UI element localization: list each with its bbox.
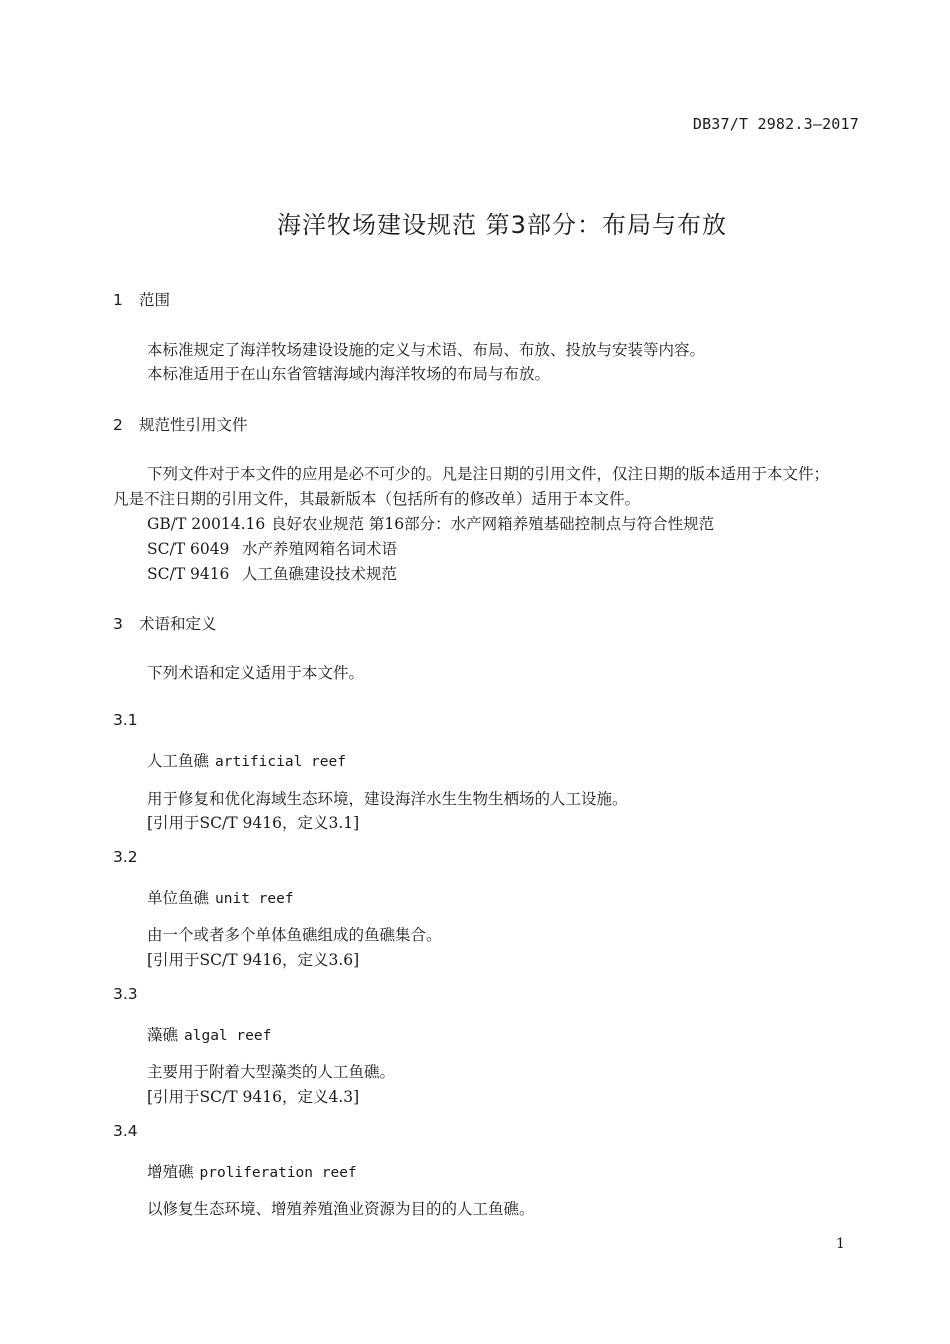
paragraph: 下列术语和定义适用于本文件。	[147, 664, 365, 682]
term-english: proliferation reef	[199, 1165, 357, 1181]
reference-item	[147, 512, 714, 534]
term-heading	[147, 1023, 271, 1045]
term-chinese: 藻礁	[147, 1026, 179, 1044]
term-definition: 以修复生态环境、增殖养殖渔业资源为目的的人工鱼礁。	[147, 1200, 535, 1218]
section-number: 3	[113, 615, 123, 633]
page-title: 海洋牧场建设规范 第3部分：布局与布放	[277, 211, 727, 239]
paragraph: 本标准规定了海洋牧场建设设施的定义与术语、布局、布放、投放与安装等内容。	[147, 341, 706, 359]
term-definition: 用于修复和优化海域生态环境，建设海洋水生生物生栖场的人工设施。	[147, 790, 628, 808]
reference-code: GB/T 20014.16	[147, 515, 266, 533]
section-title: 范围	[139, 291, 171, 309]
term-chinese: 增殖礁	[147, 1163, 194, 1181]
term-heading	[147, 886, 294, 908]
term-source: [引用于SC/T 9416，定义4.3]	[147, 1088, 360, 1106]
term-english: unit reef	[215, 891, 294, 907]
section-2-heading	[113, 413, 248, 435]
reference-title: 良好农业规范 第16部分：水产网箱养殖基础控制点与符合性规范	[271, 515, 715, 533]
term-english: algal reef	[184, 1028, 272, 1044]
section-title: 规范性引用文件	[139, 416, 248, 434]
term-chinese: 人工鱼礁	[147, 752, 210, 770]
term-definition: 由一个或者多个单体鱼礁组成的鱼礁集合。	[147, 926, 442, 944]
term-source: [引用于SC/T 9416，定义3.1]	[147, 814, 360, 832]
term-heading	[147, 749, 346, 771]
section-3-heading	[113, 612, 217, 634]
section-1-heading	[113, 288, 170, 310]
reference-code: SC/T 6049	[147, 540, 230, 558]
section-number: 2	[113, 416, 123, 434]
document-code: DB37/T 2982.3—2017	[692, 115, 859, 133]
paragraph: 下列文件对于本文件的应用是必不可少的。凡是注日期的引用文件，仅注日期的版本适用于本文件；	[147, 465, 830, 483]
term-number: 3.4	[113, 1122, 138, 1140]
term-source: [引用于SC/T 9416，定义3.6]	[147, 951, 360, 969]
term-chinese: 单位鱼礁	[147, 889, 210, 907]
reference-title: 水产养殖网箱名词术语	[242, 540, 398, 558]
term-number: 3.3	[113, 985, 138, 1003]
section-title: 术语和定义	[139, 615, 217, 633]
reference-title: 人工鱼礁建设技术规范	[242, 565, 398, 583]
page-number: 1	[836, 1236, 845, 1252]
term-english: artificial reef	[215, 754, 346, 770]
term-number: 3.2	[113, 848, 138, 866]
term-number: 3.1	[113, 711, 138, 729]
reference-code: SC/T 9416	[147, 565, 230, 583]
term-definition: 主要用于附着大型藻类的人工鱼礁。	[147, 1063, 396, 1081]
reference-item	[147, 562, 397, 584]
paragraph: 凡是不注日期的引用文件，其最新版本（包括所有的修改单）适用于本文件。	[113, 490, 641, 508]
paragraph: 本标准适用于在山东省管辖海域内海洋牧场的布局与布放。	[147, 365, 551, 383]
term-heading	[147, 1160, 357, 1182]
section-number: 1	[113, 291, 123, 309]
reference-item	[147, 537, 397, 559]
